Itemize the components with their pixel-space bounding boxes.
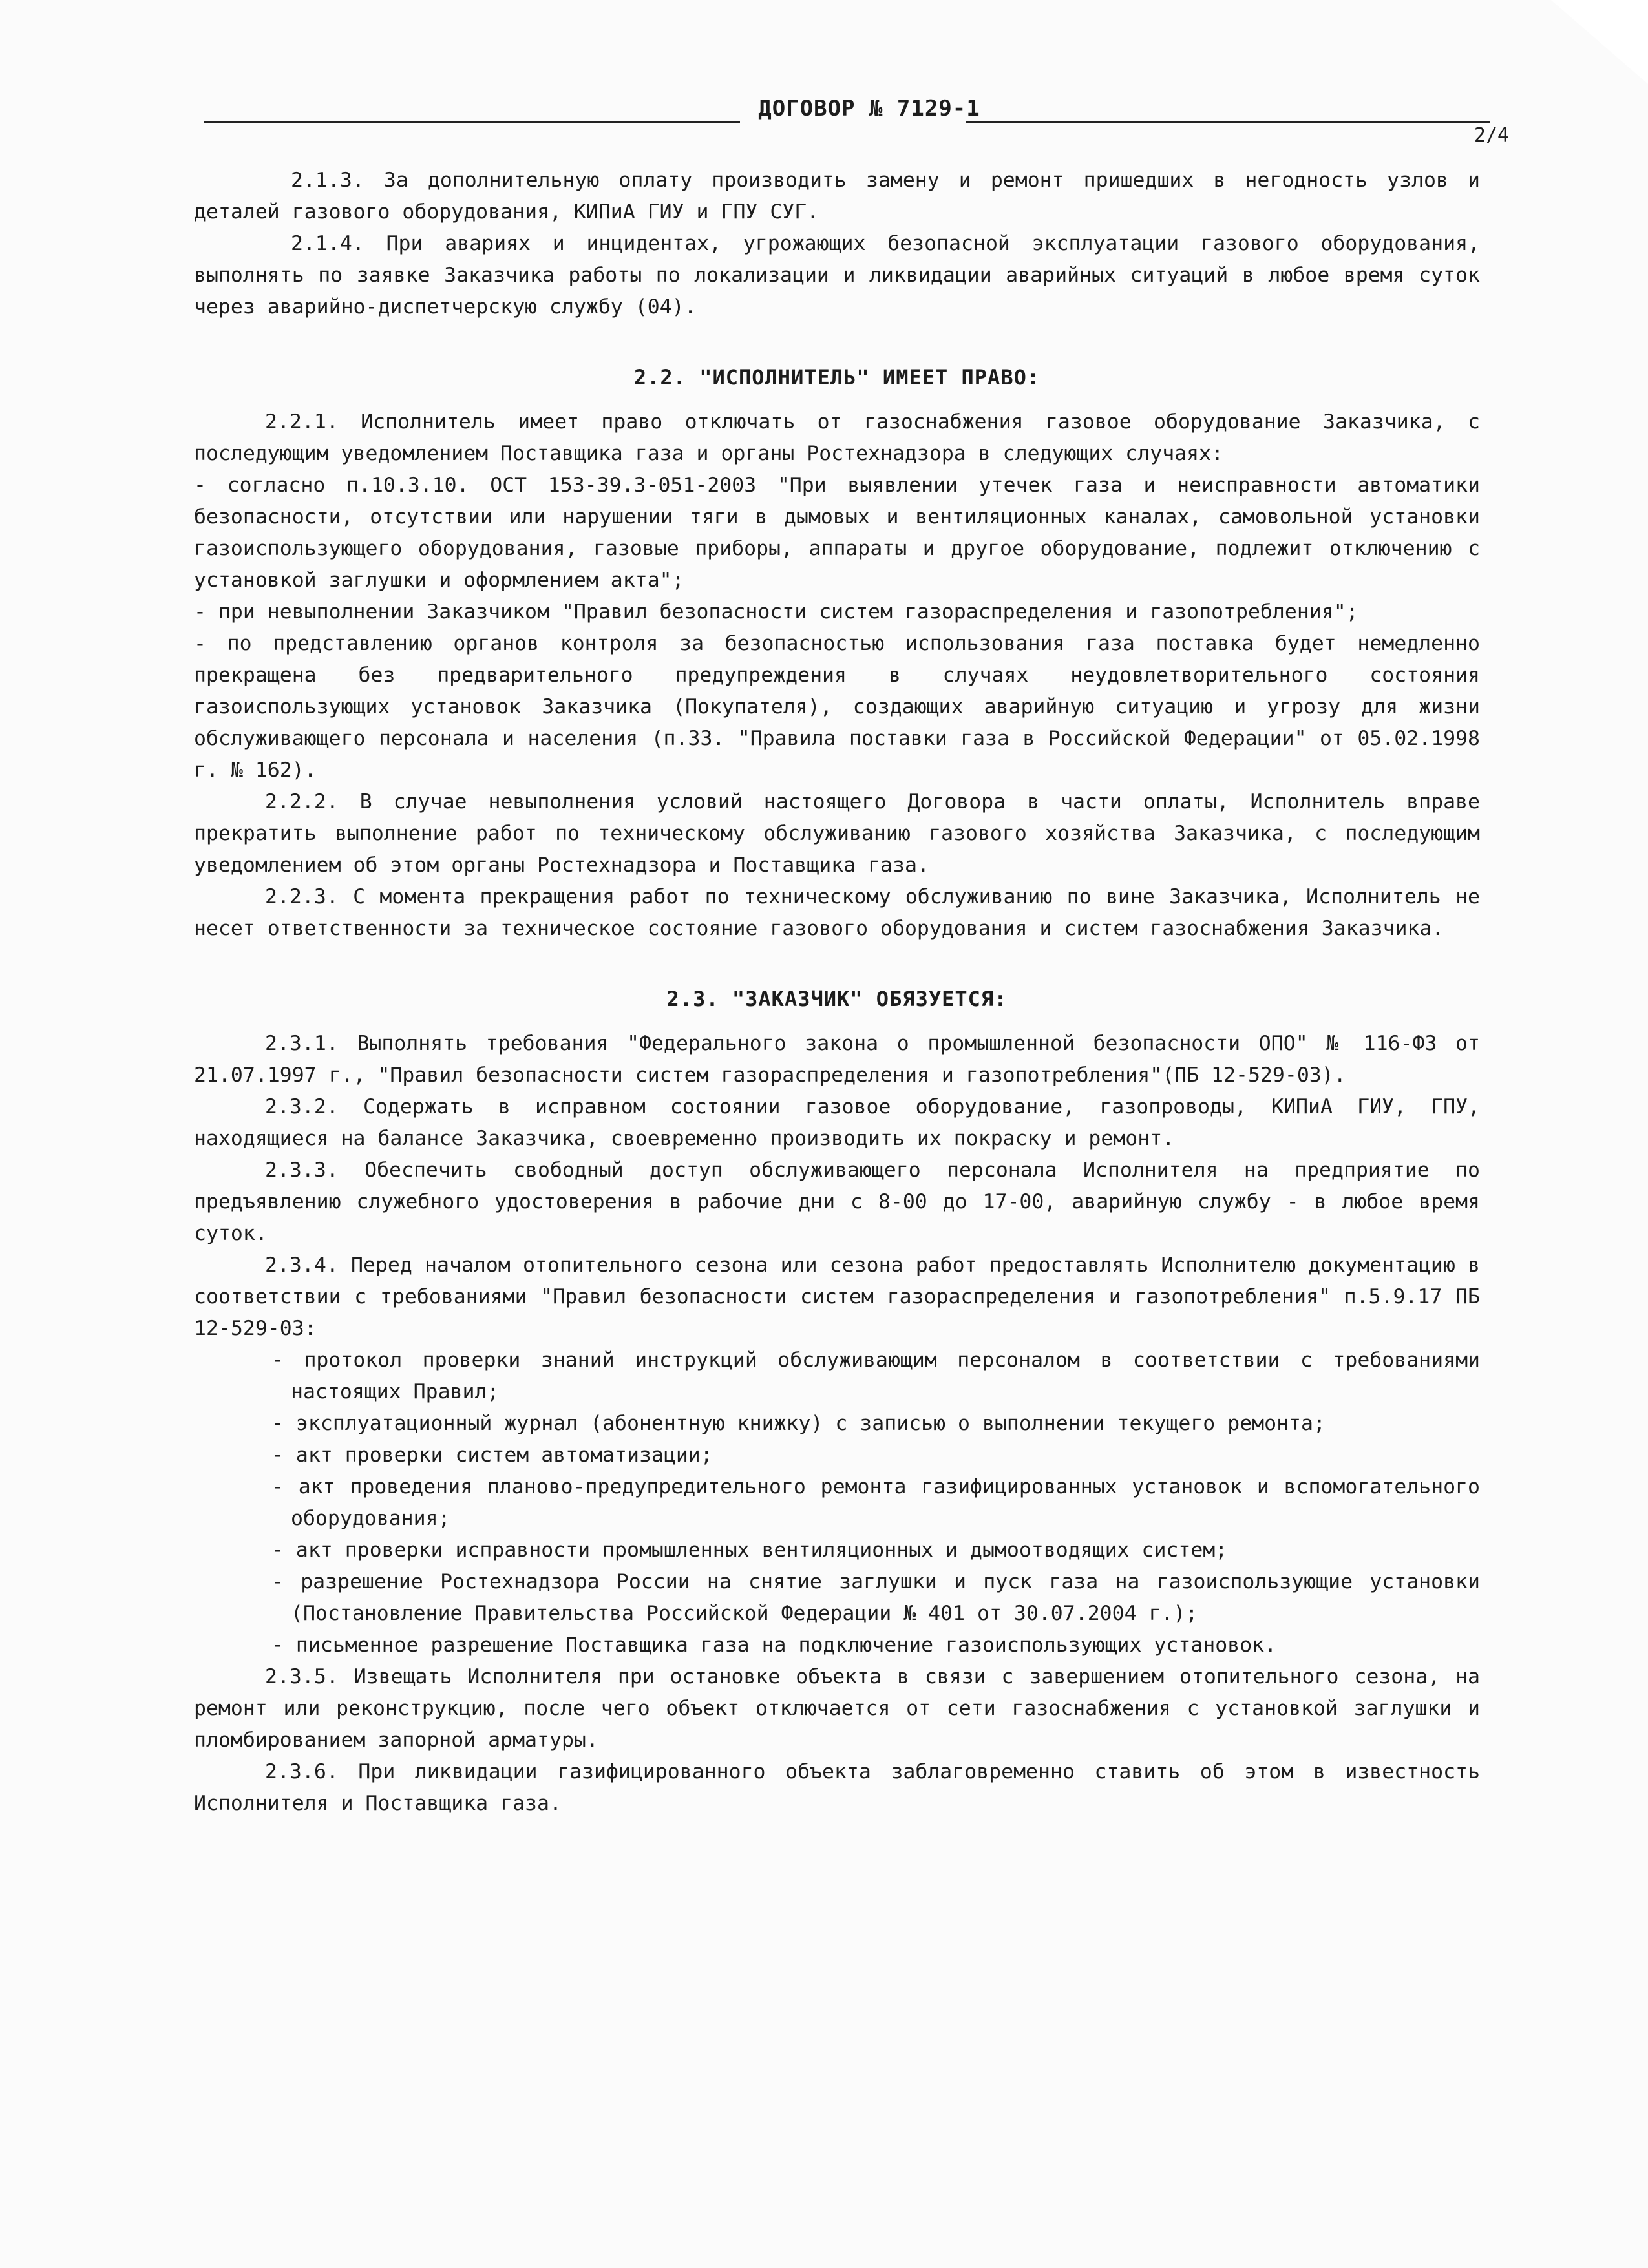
clause-2-2-1: [194, 406, 1480, 470]
folded-corner: [1551, 0, 1648, 84]
clause-2-2-2: [194, 786, 1480, 881]
document-list-item: - акт проведения планово-предупредительного ремонта газифицированных установок и вспомогательного оборудования;: [271, 1475, 1480, 1530]
clause-number: 2.1.3.: [291, 169, 364, 192]
clause-2-3-1: [194, 1028, 1480, 1091]
clause-text: Извещать Исполнителя при остановке объекта в связи с завершением отопительного сезона, на ремонт или реконструкцию, после чего объект отключается от сети газоснабжения с установкой заглушки и пломбированием запорной арматуры.: [194, 1665, 1480, 1752]
clause-number: 2.3.6.: [265, 1760, 339, 1783]
clause-number: 2.3.1.: [265, 1032, 339, 1055]
document-list-item: - разрешение Ростехнадзора России на снятие заглушки и пуск газа на газоиспользующие установки (Постановление Правительства Российской Федерации № 401 от 30.07.2004 г.);: [271, 1570, 1480, 1625]
section-heading-2-3: 2.3. "ЗАКАЗЧИК" ОБЯЗУЕТСЯ:: [666, 987, 1008, 1011]
clause-number: 2.2.2.: [265, 790, 339, 814]
page-number: 2/4: [1474, 124, 1509, 147]
header-rule-left: [204, 121, 740, 123]
clause-2-2-1-item: - по представлению органов контроля за безопасностью использования газа поставка будет немедленно прекращена без предварительного предупреждения в случаях неудовлетворительного состояния газоиспользующих установок Заказчика (Покупателя), создающих аварийную ситуацию и угрозу для жизни обслуживающего персонала и населения (п.33. "Правила поставки газа в Российской Федерации" от 05.02.1998 г. № 162).: [194, 632, 1480, 782]
clause-2-3-5: [194, 1661, 1480, 1756]
clause-number: 2.3.5.: [265, 1665, 339, 1688]
section-heading-2-2: 2.2. "ИСПОЛНИТЕЛЬ" ИМЕЕТ ПРАВО:: [633, 365, 1041, 390]
document-title: ДОГОВОР № 7129-1: [758, 96, 980, 121]
document-list-item: - протокол проверки знаний инструкций обслуживающим персоналом в соответствии с требованиями настоящих Правил;: [271, 1349, 1480, 1403]
clause-text: При ликвидации газифицированного объекта заблаговременно ставить об этом в известность Исполнителя и Поставщика газа.: [194, 1760, 1480, 1815]
document-list-item: - письменное разрешение Поставщика газа на подключение газоиспользующих установок.: [271, 1633, 1277, 1657]
clause-2-3-4: [194, 1250, 1480, 1345]
clause-text: Обеспечить свободный доступ обслуживающего персонала Исполнителя на предприятие по предъявлению служебного удостоверения в рабочие дни с 8-00 до 17-00, аварийную службу - в любое время суток.: [194, 1159, 1480, 1245]
clause-2-1-4: [194, 228, 1480, 323]
clause-number: 2.1.4.: [291, 232, 364, 255]
clause-number: 2.2.1.: [265, 410, 339, 434]
clause-text: С момента прекращения работ по техническому обслуживанию по вине Заказчика, Исполнитель не несет ответственности за техническое состояние газового оборудования и систем газоснабжения Заказчика.: [194, 885, 1480, 940]
clause-2-1-3: [194, 165, 1480, 228]
document-header: [204, 90, 1509, 147]
clause-2-3-3: [194, 1155, 1480, 1250]
clause-text: Содержать в исправном состоянии газовое оборудование, газопроводы, КИПиА ГИУ, ГПУ, находящиеся на балансе Заказчика, своевременно производить их покраску и ремонт.: [194, 1095, 1480, 1150]
clause-text: При авариях и инцидентах, угрожающих безопасной эксплуатации газового оборудования, выполнять по заявке Заказчика работы по локализации и ликвидации аварийных ситуаций в любое время суток через аварийно-диспетчерскую службу (04).: [194, 232, 1480, 319]
clause-text: Выполнять требования "Федерального закона о промышленной безопасности ОПО" № 116-ФЗ от 21.07.1997 г., "Правил безопасности систем газораспределения и газопотребления"(ПБ 12-529-03).: [194, 1032, 1480, 1087]
document-list-item: - акт проверки исправности промышленных вентиляционных и дымоотводящих систем;: [271, 1538, 1228, 1562]
clause-2-3-2: [194, 1091, 1480, 1155]
clause-text: В случае невыполнения условий настоящего Договора в части оплаты, Исполнитель вправе прекратить выполнение работ по техническому обслуживанию газового хозяйства Заказчика, с последующим уведомлением об этом органы Ростехнадзора и Поставщика газа.: [194, 790, 1480, 877]
clause-2-2-1-item: - согласно п.10.3.10. ОСТ 153-39.3-051-2003 "При выявлении утечек газа и неисправности автоматики безопасности, отсутствии или нарушении тяги в дымовых и вентиляционных каналах, самовольной установки газоиспользующего оборудования, газовые приборы, аппараты и другое оборудование, подлежит отключению с установкой заглушки и оформлением акта";: [194, 474, 1480, 592]
document-list-item: - эксплуатационный журнал (абонентную книжку) с записью о выполнении текущего ремонта;: [271, 1412, 1326, 1435]
clause-2-2-3: [194, 881, 1480, 945]
clause-text: Исполнитель имеет право отключать от газоснабжения газовое оборудование Заказчика, с последующим уведомлением Поставщика газа и органы Ростехнадзора в следующих случаях:: [194, 410, 1480, 465]
clause-text: Перед началом отопительного сезона или сезона работ предоставлять Исполнителю документацию в соответствии с требованиями "Правил безопасности систем газораспределения и газопотребления" п.5.9.17 ПБ 12-529-03:: [194, 1254, 1481, 1340]
clause-2-3-6: [194, 1756, 1480, 1820]
clause-number: 2.3.3.: [265, 1159, 339, 1182]
clause-number: 2.3.2.: [265, 1095, 339, 1118]
header-rule-right: [966, 121, 1490, 123]
document-body: [194, 165, 1480, 1820]
clause-number: 2.2.3.: [265, 885, 339, 908]
clause-number: 2.3.4.: [265, 1254, 339, 1277]
clause-text: За дополнительную оплату производить замену и ремонт пришедших в негодность узлов и деталей газового оборудования, КИПиА ГИУ и ГПУ СУГ.: [194, 169, 1480, 224]
clause-2-2-1-item: - при невыполнении Заказчиком "Правил безопасности систем газораспределения и газопотребления";: [194, 600, 1358, 624]
document-list-item: - акт проверки систем автоматизации;: [271, 1444, 713, 1467]
